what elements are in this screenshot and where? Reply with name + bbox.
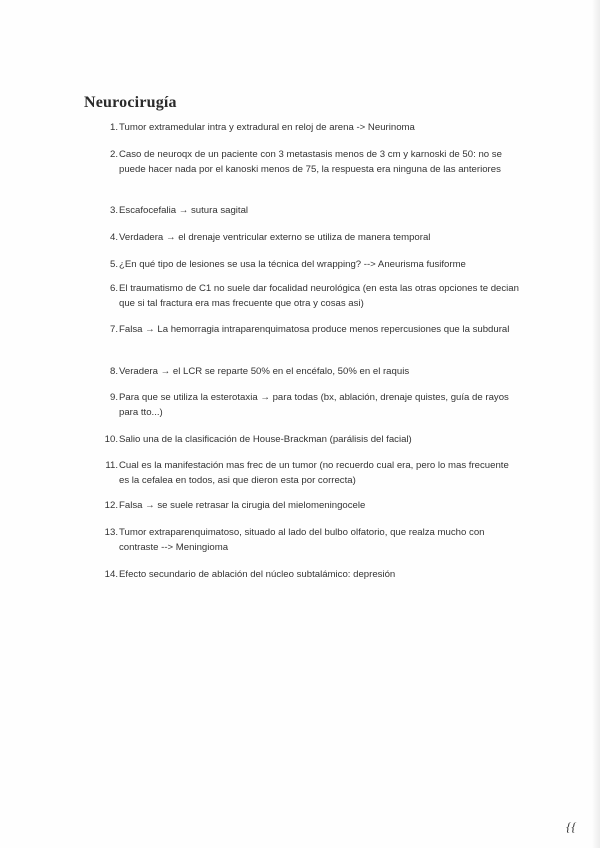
item-text: Salio una de la clasificación de House-Brackman (parálisis del facial)	[119, 434, 412, 445]
item-text: Efecto secundario de ablación del núcleo subtalámico: depresión	[119, 569, 396, 580]
item-number: 5.	[109, 259, 118, 270]
list-item	[100, 364, 520, 379]
item-number: 3.	[109, 205, 118, 216]
item-number: 11.	[105, 460, 118, 471]
item-number: 10.	[104, 434, 118, 445]
item-text: Tumor extraparenquimatoso, situado al lado del bulbo olfatorio, que realza mucho con contraste --> Meningioma	[119, 527, 485, 553]
item-text: Veradera → el LCR se reparte 50% en el encéfalo, 50% en el raquis	[119, 366, 410, 377]
list-item	[100, 567, 520, 582]
item-number: 1.	[109, 122, 118, 133]
item-text: ¿En qué tipo de lesiones se usa la técnica del wrapping? --> Aneurisma fusiforme	[119, 259, 466, 270]
item-text: Verdadera → el drenaje ventricular externo se utiliza de manera temporal	[119, 232, 431, 243]
list-item	[100, 525, 520, 555]
list-item	[100, 120, 520, 135]
item-text: Cual es la manifestación mas frec de un tumor (no recuerdo cual era, pero lo mas frecuente es la cefalea en todos, asi que dieron esta por correcta)	[119, 460, 509, 486]
item-text: Caso de neuroqx de un paciente con 3 metastasis menos de 3 cm y karnoski de 50: no se puede hacer nada por el kanoski menos de 75, la respuesta era ninguna de las anteriores	[119, 149, 502, 175]
list-item	[100, 458, 520, 488]
item-text: Falsa → La hemorragia intraparenquimatosa produce menos repercusiones que la subdural	[119, 324, 510, 335]
item-text: Tumor extramedular intra y extradural en reloj de arena -> Neurinoma	[119, 122, 415, 133]
list-item	[100, 230, 520, 245]
item-text: Escafocefalia → sutura sagital	[119, 205, 249, 216]
item-text: Falsa → se suele retrasar la cirugia del mielomeningocele	[119, 500, 366, 511]
list-item	[100, 147, 520, 177]
list-item	[100, 257, 520, 272]
item-number: 14.	[104, 569, 118, 580]
item-number: 9.	[109, 392, 118, 403]
item-number: 12.	[104, 500, 118, 511]
handwritten-page-mark: {{	[566, 819, 577, 834]
item-number: 13.	[104, 527, 118, 538]
item-text: El traumatismo de C1 no suele dar focalidad neurológica (en esta las otras opciones te decian que si tal fractura era mas frecuente que otra y cosas asi)	[119, 283, 519, 309]
list-item	[100, 498, 520, 513]
item-number: 6.	[109, 283, 118, 294]
item-number: 7.	[109, 324, 118, 335]
list-item	[100, 390, 520, 420]
list-item	[100, 281, 520, 311]
list-item	[100, 432, 520, 447]
list-item	[100, 203, 520, 218]
item-text: Para que se utiliza la esterotaxia → para todas (bx, ablación, drenaje quistes, guía de rayos para tto...)	[119, 392, 509, 418]
item-number: 2.	[109, 149, 118, 160]
scan-edge-shadow	[592, 0, 600, 848]
page-title: Neurocirugía	[84, 94, 177, 111]
item-number: 8.	[109, 366, 118, 377]
list-item	[100, 322, 520, 337]
item-number: 4.	[109, 232, 118, 243]
